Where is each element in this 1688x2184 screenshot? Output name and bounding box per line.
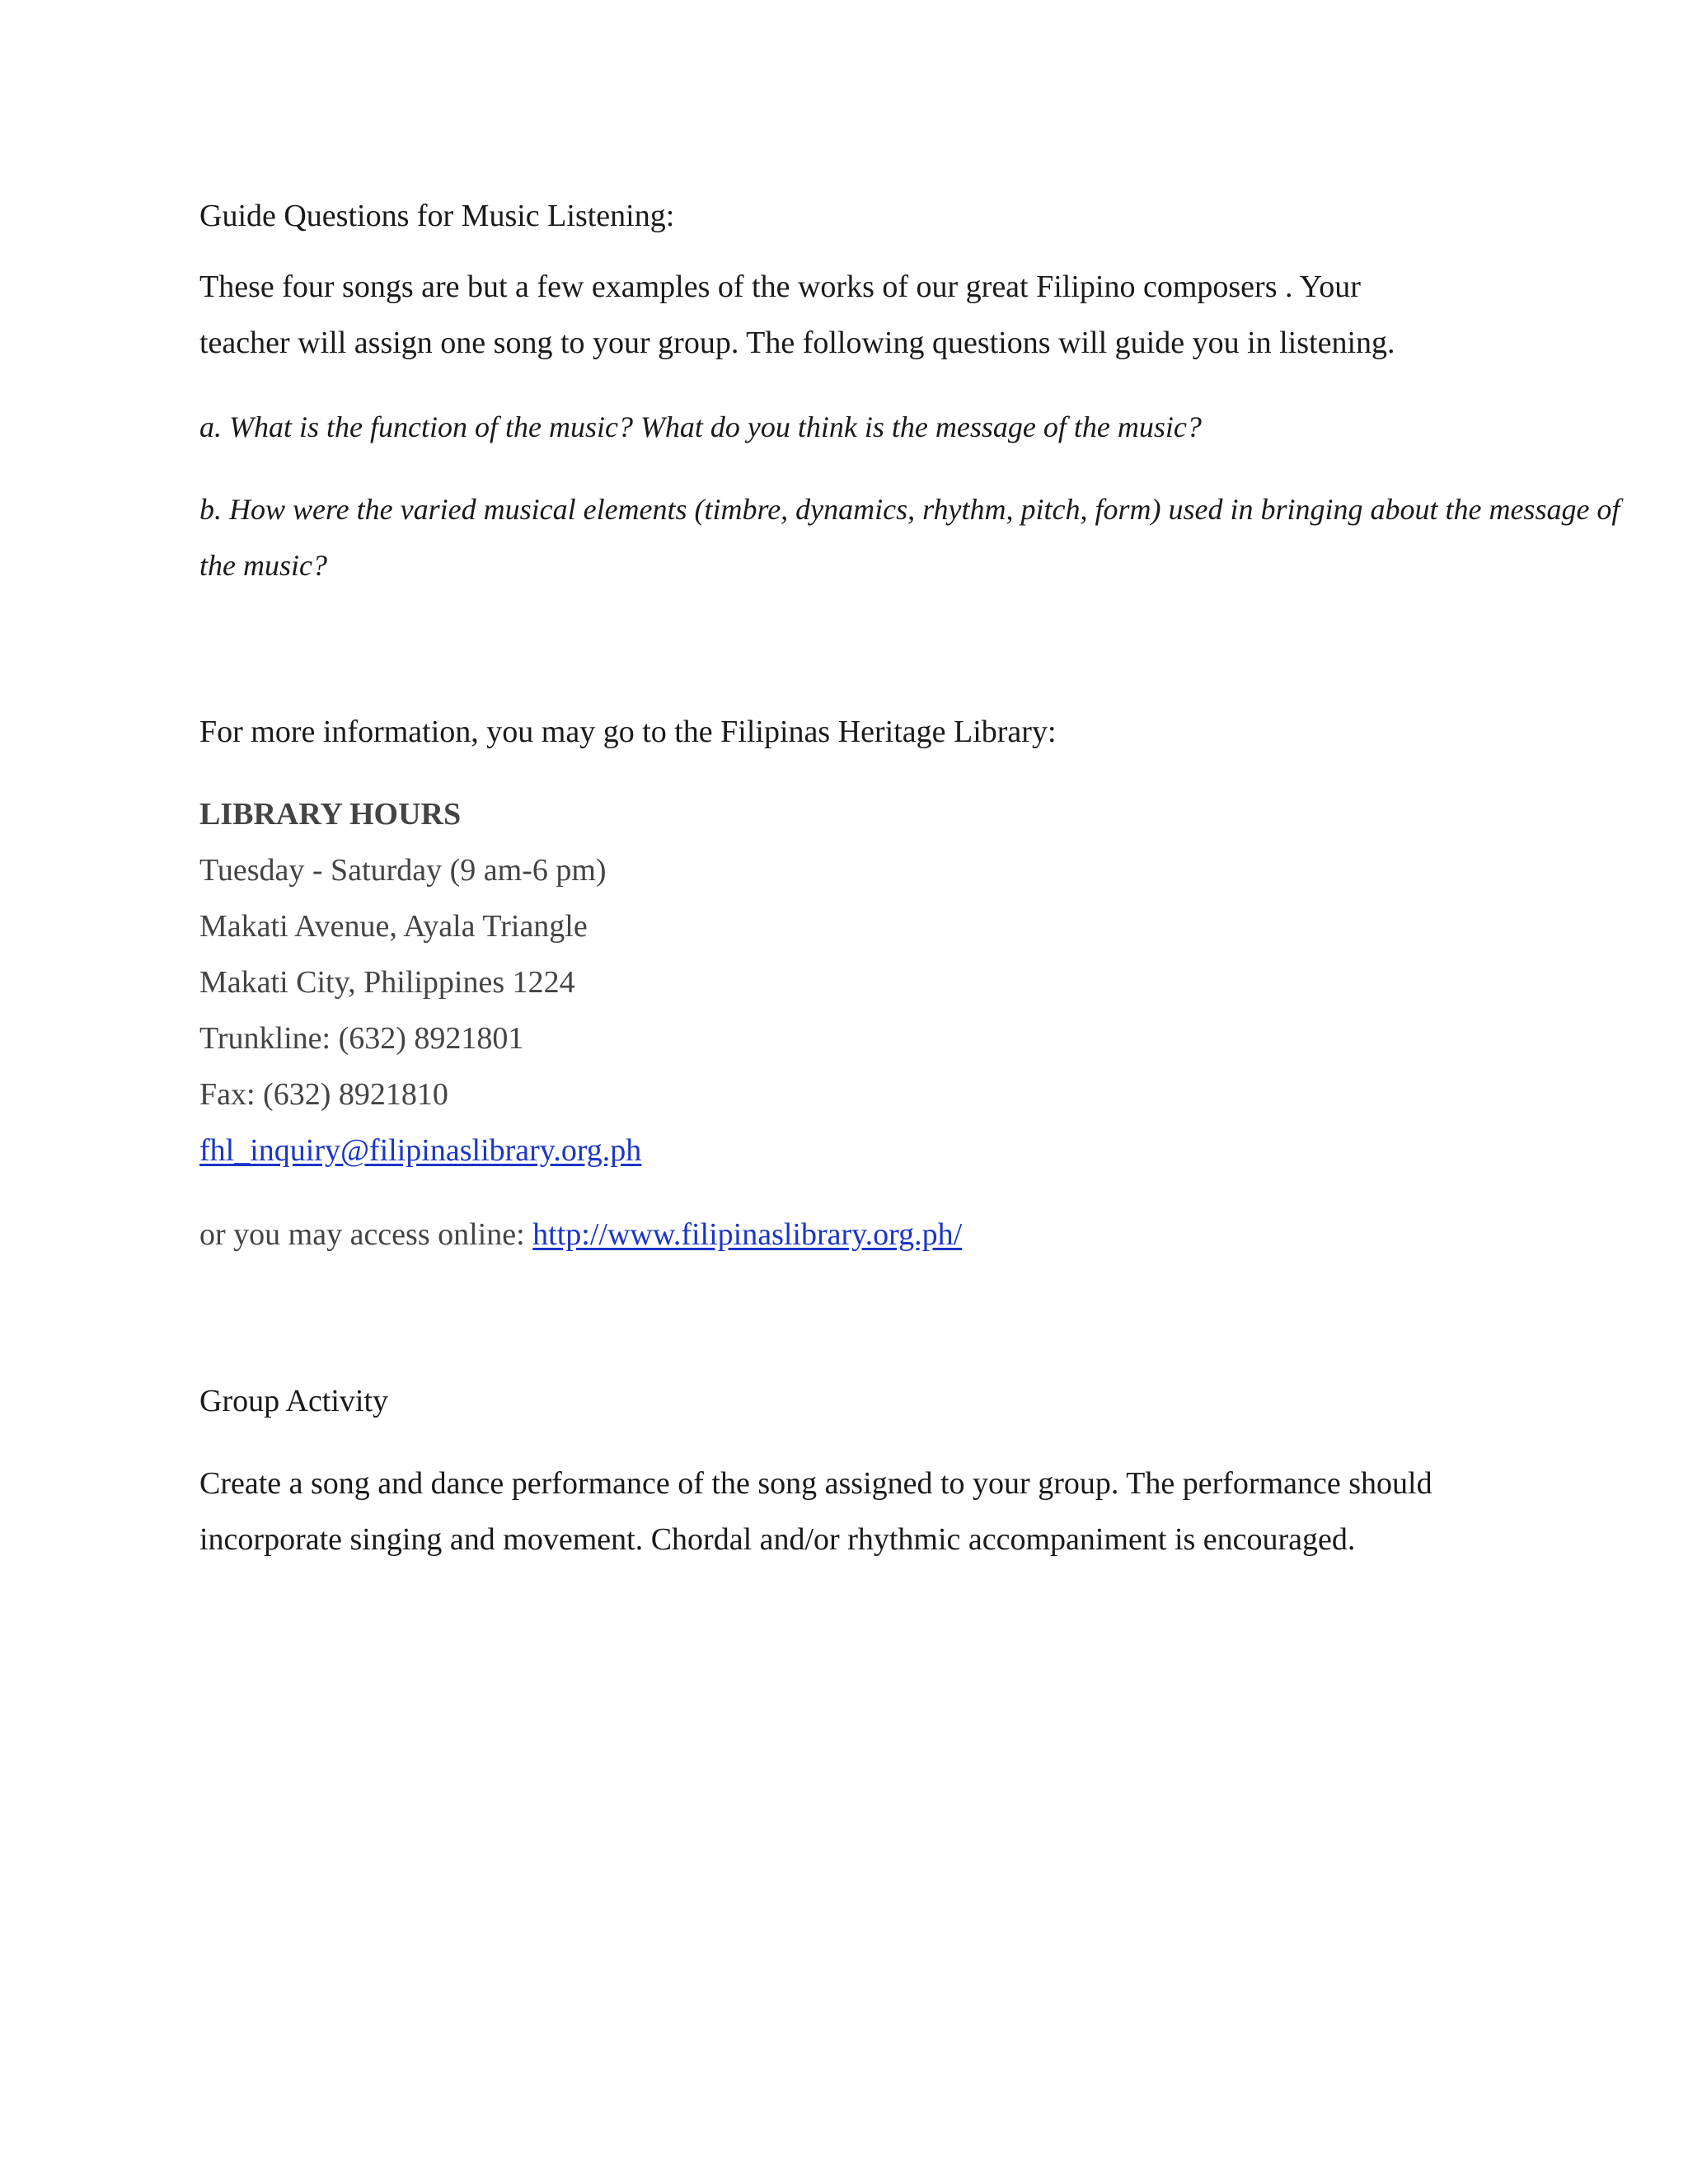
library-trunkline: Trunkline: (632) 8921801	[199, 1021, 524, 1056]
question-b-line-1: b. How were the varied musical elements (timbre, dynamics, rhythm, pitch, form) used in bringing about the message of	[199, 493, 1620, 526]
guide-intro-line-1: These four songs are but a few examples of the works of our great Filipino composers . Your	[199, 269, 1361, 304]
library-address-line-1: Makati Avenue, Ayala Triangle	[199, 909, 588, 944]
question-b-line-2: the music?	[199, 549, 327, 582]
library-online-row	[199, 1215, 962, 1254]
activity-line-2: incorporate singing and movement. Chordal and/or rhythmic accompaniment is encouraged.	[199, 1522, 1356, 1557]
library-hours-title: LIBRARY HOURS	[199, 797, 462, 832]
library-hours: Tuesday - Saturday (9 am-6 pm)	[199, 853, 607, 888]
library-online-url-link[interactable]: http://www.filipinaslibrary.org.ph/	[532, 1217, 963, 1252]
question-a: a. What is the function of the music? What do you think is the message of the music?	[199, 410, 1202, 443]
activity-heading: Group Activity	[199, 1384, 389, 1418]
guide-intro-line-2: teacher will assign one song to your group. The following questions will guide you in listening.	[199, 326, 1395, 360]
library-online-prefix: or you may access online:	[199, 1217, 533, 1252]
library-fax: Fax: (632) 8921810	[199, 1077, 448, 1112]
library-email-row	[199, 1131, 641, 1170]
guide-heading: Guide Questions for Music Listening:	[199, 199, 675, 233]
library-email-link[interactable]: fhl_inquiry@filipinaslibrary.org.ph	[199, 1133, 642, 1168]
library-intro: For more information, you may go to the Filipinas Heritage Library:	[199, 715, 1057, 749]
library-address-line-2: Makati City, Philippines 1224	[199, 965, 575, 1000]
activity-line-1: Create a song and dance performance of the song assigned to your group. The performance should	[199, 1466, 1432, 1501]
